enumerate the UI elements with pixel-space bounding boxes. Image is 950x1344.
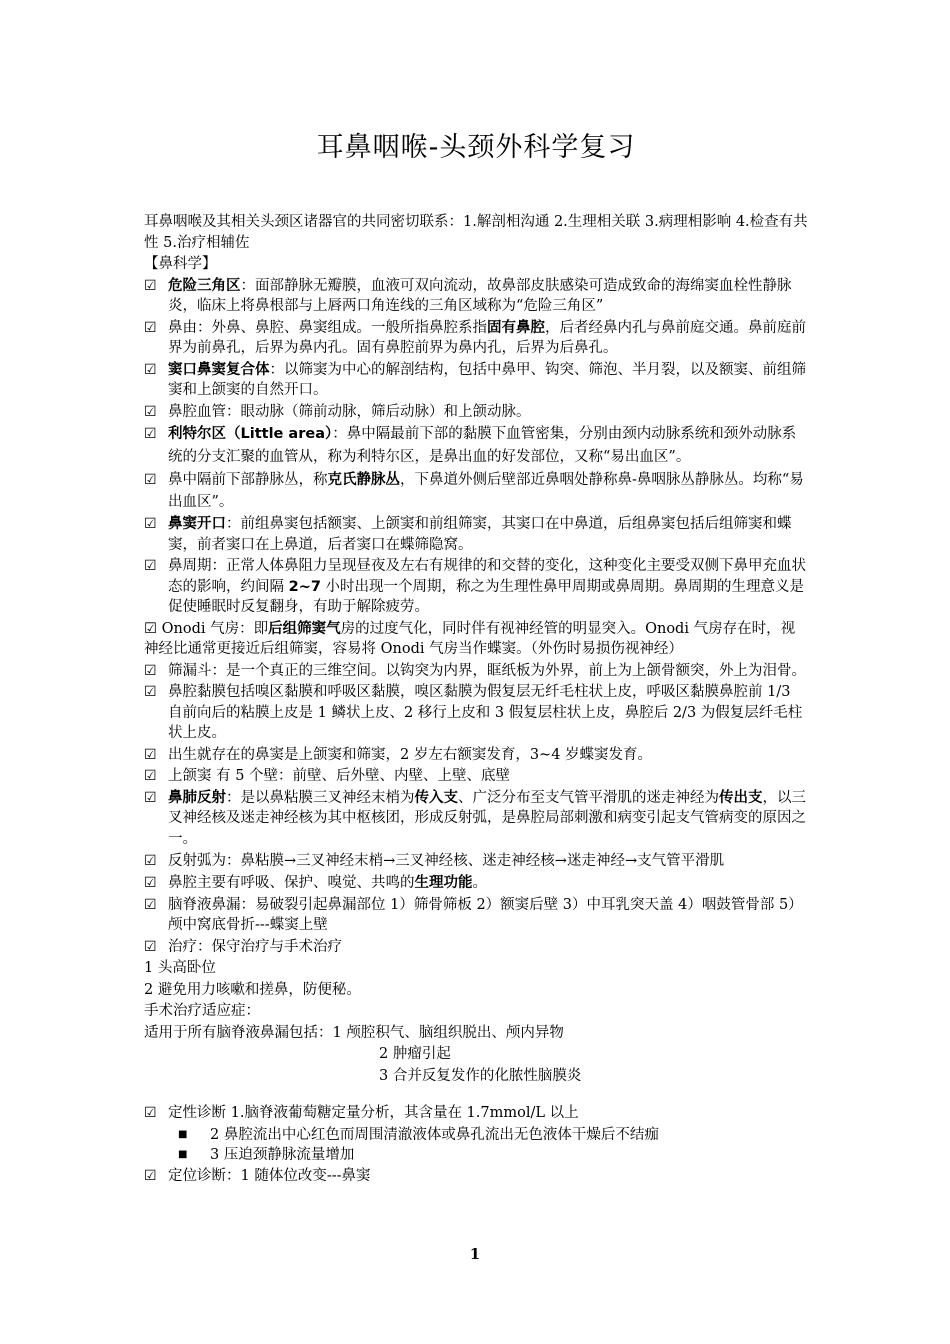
list-item <box>144 360 808 401</box>
checkbox-icon: ☑ <box>144 746 157 763</box>
item-text: 2 鼻腔流出中心红色而周围清澈液体或鼻孔流出无色液体干燥后不结痂 <box>210 1126 659 1143</box>
checkbox-icon: ☑ <box>144 875 157 891</box>
term-kiesselbach: 克氏静脉丛 <box>327 472 400 488</box>
sub-item <box>144 1145 808 1166</box>
list-item <box>144 556 808 618</box>
section-label: 【鼻科学】 <box>144 256 217 272</box>
item-text: 脑脊液鼻漏：易破裂引起鼻漏部位 1）筛骨筛板 2）额窦后壁 3）中耳乳突天盖 4）咽鼓管骨部 5）颅中窝底骨折---蝶窦上壁 <box>168 896 803 933</box>
list-item <box>144 402 808 423</box>
item-text: 反射弧为：鼻粘膜→三叉神经末梢→三叉神经核、迷走神经核→迷走神经→支气管平滑肌 <box>168 853 725 869</box>
text-line: 1 头高卧位 <box>144 960 216 976</box>
text-line: 2 避免用力咳嗽和搓鼻，防便秘。 <box>144 981 361 998</box>
checkbox-icon: ☑ <box>144 1105 157 1121</box>
checkbox-icon: ☑ <box>144 277 157 294</box>
item-text: 定性诊断 1.脑脊液葡萄糖定量分析，其含量在 1.7mmol/L 以上 <box>168 1105 579 1121</box>
item-text: 鼻由：外鼻、鼻腔、鼻窦组成。一般所指鼻腔系指 <box>168 319 487 336</box>
list-item <box>144 766 808 787</box>
item-text: 。 <box>472 875 487 891</box>
term-afferent: 传入支 <box>414 789 458 806</box>
term-sinus-ostia: 鼻窦开口 <box>168 516 226 532</box>
text-line: 2 肿瘤引起 <box>379 1046 451 1062</box>
list-item <box>144 788 808 850</box>
checkbox-icon: ☑ <box>144 789 157 806</box>
item-text: ，下鼻道外侧后壁部近鼻咽处静称鼻-鼻咽脉丛静脉丛。均称“易出血区”。 <box>168 472 804 510</box>
checkbox-icon: ☑ <box>144 768 157 784</box>
item-text: 上颌窦 有 5 个壁：前壁、后外壁、内壁、上壁、底壁 <box>168 768 511 784</box>
item-text: 小时出现一个周期，称之为生理性鼻甲周期或鼻周期。鼻周期的生理意义是促使睡眠时反复翻身，有助于解除疲劳。 <box>168 578 805 615</box>
checkbox-icon: ☑ <box>144 319 157 336</box>
text-line: 3 合并反复发作的化脓性脑膜炎 <box>379 1067 582 1084</box>
list-item <box>144 276 808 317</box>
item-text: ：鼻中隔最前下部的黏膜下血管密集，分别由颈内动脉系统和颈外动脉系统的分支汇聚的血管从，称为利特尔区，是鼻出血的好发部位，又称“易出血区”。 <box>168 426 797 465</box>
term-nasal-cavity: 固有鼻腔 <box>487 319 545 336</box>
list-item <box>144 937 808 958</box>
list-item <box>144 423 808 468</box>
sub-item <box>144 1125 808 1146</box>
list-item <box>144 1103 808 1124</box>
item-text: ：面部静脉无瓣膜，血液可双向流动，故鼻部皮肤感染可造成致命的海绵窦血栓性静脉炎，临床上将鼻根部与上唇两口角连线的三角区域称为“危险三角区” <box>168 277 792 314</box>
list-item <box>144 873 808 894</box>
checkbox-icon: ☑ <box>144 426 157 442</box>
list-item <box>144 895 808 936</box>
text-line: 适用于所有脑脊液鼻漏包括：1 颅腔积气、脑组织脱出、颅内异物 <box>144 1024 564 1041</box>
checkbox-icon: ☑ <box>144 684 157 700</box>
bullet-icon: ■ <box>178 1128 188 1140</box>
list-item <box>144 469 808 513</box>
term-omc: 窦口鼻窦复合体 <box>168 361 270 378</box>
bullet-icon: ■ <box>178 1149 188 1160</box>
term-nasopulmonary-reflex: 鼻肺反射 <box>168 789 226 806</box>
item-text: 筛漏斗：是一个真正的三维空间。以钩突为内界，眶纸板为外界，前上为上颌骨额突，外上为泪骨。 <box>168 662 806 679</box>
term-efferent: 传出支 <box>719 789 763 806</box>
page-title: 耳鼻咽喉-头颈外科学复习 <box>316 132 636 163</box>
item-text: ，后者经鼻内孔与鼻前庭交通。鼻前庭前界为前鼻孔，后界为鼻内孔。固有鼻腔前界为鼻内孔，后界为后鼻孔。 <box>168 319 806 356</box>
onodi-paragraph <box>144 619 808 660</box>
intro-paragraph: 耳鼻咽喉及其相关头颈区诸器官的共同密切联系：1.解剖相沟通 2.生理相关联 3.病理相影响 4.检查有共性 5.治疗相辅佐 <box>144 214 808 251</box>
page-number: 1 <box>469 1245 481 1263</box>
item-text: Onodi 气房：即 <box>161 620 269 637</box>
item-text: 鼻中隔前下部静脉丛，称 <box>168 472 328 488</box>
item-text: 定位诊断：1 随体位改变---鼻窦 <box>168 1167 371 1184</box>
checkbox-icon: ☑ <box>144 938 157 955</box>
checkbox-icon: ☑ <box>144 896 157 913</box>
item-text: 鼻腔主要有呼吸、保护、嗅觉、共鸣的 <box>168 875 415 891</box>
spacer <box>144 1087 808 1103</box>
term-physiology: 生理功能 <box>414 875 473 891</box>
item-text: 出生就存在的鼻窦是上颌窦和筛窦，2 岁左右额窦发育，3~4 岁蝶窦发育。 <box>168 746 653 763</box>
item-text: 鼻周期：正常人体鼻阻力呈现昼夜及左右有规律的和交替的变化，这种变化主要受双侧下鼻甲充血状态的影响，约间隔 <box>168 558 806 595</box>
item-text: 鼻腔血管：眼动脉（筛前动脉，筛后动脉）和上颌动脉。 <box>168 403 531 420</box>
list-item <box>144 661 808 682</box>
checkbox-icon: ☑ <box>144 620 157 637</box>
term-onodi: 后组筛窦气 <box>268 620 341 637</box>
checkbox-icon: ☑ <box>144 853 157 869</box>
checkbox-icon: ☑ <box>144 1167 157 1184</box>
term-cycle-hours: 2~7 <box>288 578 321 595</box>
list-item <box>144 850 808 872</box>
text-line: 手术治疗适应症： <box>144 1003 260 1019</box>
list-item <box>144 745 808 766</box>
list-item <box>144 1166 808 1187</box>
list-item <box>144 318 808 359</box>
item-text: ：前组鼻窦包括额窦、上颌窦和前组筛窦，其窦口在中鼻道，后组鼻窦包括后组筛窦和蝶窦，前者窦口在上鼻道，后者窦口在蝶筛隐窝。 <box>168 516 792 553</box>
list-item <box>144 682 808 744</box>
item-text: 治疗：保守治疗与手术治疗 <box>168 938 342 955</box>
list-item <box>144 514 808 555</box>
item-text: ：以筛窦为中心的解剖结构，包括中鼻甲、钩突、筛泡、半月裂，以及额窦、前组筛窦和上颌窦的自然开口。 <box>168 361 806 398</box>
item-text: ，以三叉神经核及迷走神经核为其中枢核团，形成反射弧，是鼻腔局部刺激和病变引起支气管病变的原因之一。 <box>168 789 806 847</box>
checkbox-icon: ☑ <box>144 662 157 679</box>
term-danger-triangle: 危险三角区 <box>168 277 241 294</box>
item-text: 3 压迫颈静脉流量增加 <box>210 1147 355 1163</box>
checkbox-icon: ☑ <box>144 403 157 420</box>
checkbox-icon: ☑ <box>144 516 157 532</box>
item-text: 房的过度气化，同时伴有视神经管的明显突入。Onodi 气房存在时，视神经比通常更接近后组筛窦，容易将 Onodi 气房当作蝶窦。（外伤时易损伤视神经） <box>144 620 796 657</box>
item-text: 、广泛分布至支气管平滑肌的迷走神经为 <box>458 789 719 806</box>
item-text: 鼻腔黏膜包括嗅区黏膜和呼吸区黏膜，嗅区黏膜为假复层无纤毛柱状上皮，呼吸区黏膜鼻腔前 1/3 自前向后的粘膜上皮是 1 鳞状上皮、2 移行上皮和 3 假复层柱状上皮，鼻腔后 2/3 为假复层纤毛柱状上皮。 <box>168 684 803 741</box>
checkbox-icon: ☑ <box>144 472 157 488</box>
checkbox-icon: ☑ <box>144 558 157 574</box>
page-content <box>144 128 808 1187</box>
checkbox-icon: ☑ <box>144 361 157 378</box>
term-little-area: 利特尔区（Little area） <box>168 426 333 442</box>
item-text: ：是以鼻粘膜三叉神经末梢为 <box>226 789 415 806</box>
